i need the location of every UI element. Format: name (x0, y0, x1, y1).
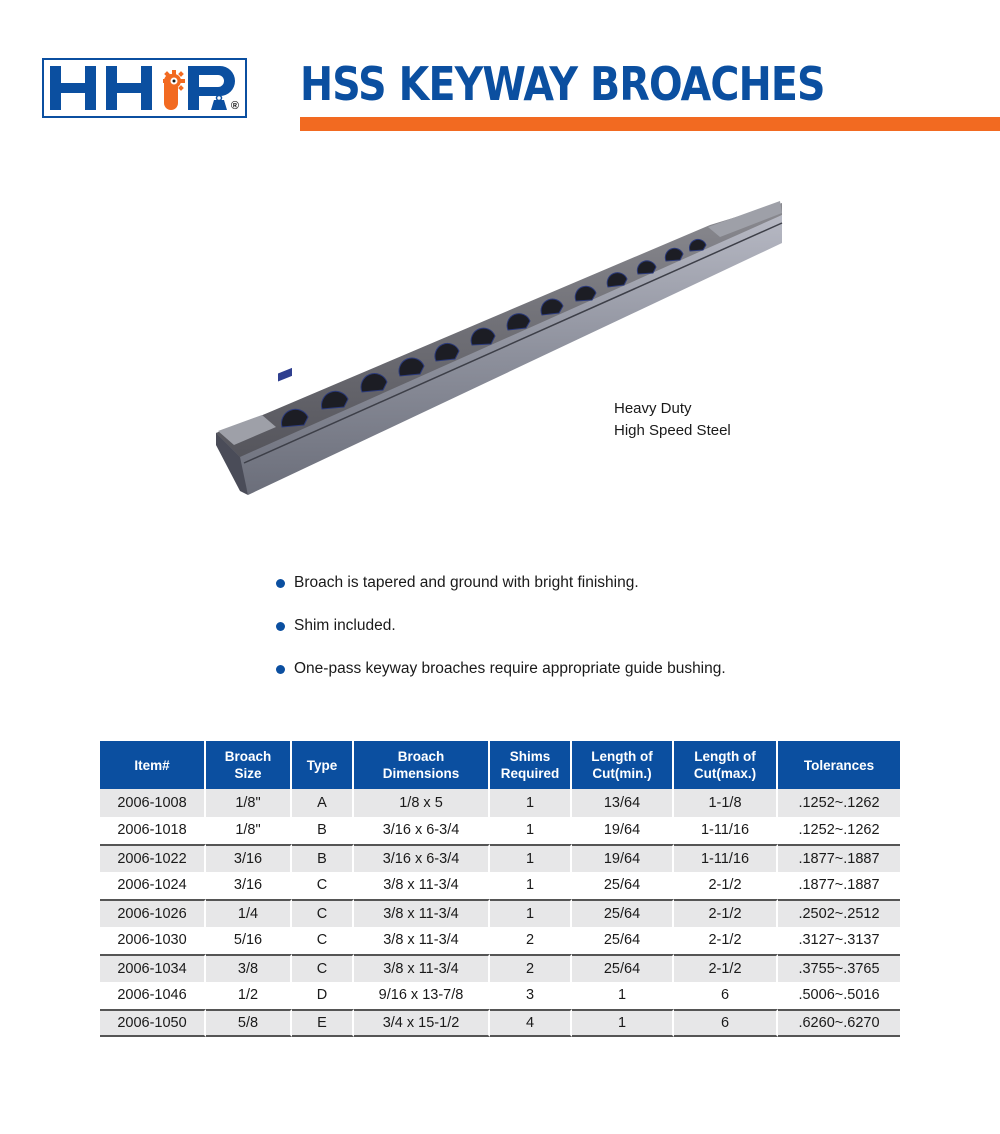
bullet-dot-icon (276, 622, 285, 631)
cell-broach-dimensions: 3/16 x 6-3/4 (354, 817, 490, 845)
cell-item-number: 2006-1050 (100, 1009, 206, 1037)
cell-length-of-cut-min: 19/64 (572, 817, 674, 845)
column-header-tolerances: Tolerances (778, 741, 900, 789)
cell-length-of-cut-max: 2-1/2 (674, 927, 778, 955)
cell-broach-dimensions: 3/8 x 11-3/4 (354, 872, 490, 900)
cell-tolerances: .1252~.1262 (798, 822, 880, 839)
cell-length-of-cut-min: 25/64 (572, 872, 674, 900)
cell-tolerances: .1877~.1887 (778, 844, 900, 872)
column-header-broach-size: Broach Size (206, 741, 292, 789)
table-row (100, 927, 900, 955)
cell-broach-size: 5/8 (206, 1009, 292, 1037)
cell-broach-dimensions: 3/8 x 11-3/4 (354, 954, 490, 982)
cell-tolerances: .3127~.3137 (798, 932, 880, 949)
cell-broach-size: 3/8 (206, 954, 292, 982)
cell-tolerances: .3755~.3765 (778, 954, 900, 982)
cell-broach-size: 1/8" (206, 817, 292, 845)
cell-item-number: 2006-1018 (100, 817, 206, 845)
cell-type: A (292, 789, 354, 817)
cell-shims-required: 1 (490, 789, 572, 817)
cell-length-of-cut-min: 1 (572, 982, 674, 1010)
feature-item (276, 658, 726, 680)
cell-tolerances: .1877~.1887 (798, 877, 880, 894)
cell-type: C (292, 954, 354, 982)
table-row (100, 1009, 900, 1037)
cell-shims-required: 1 (490, 872, 572, 900)
cell-shims-required: 3 (490, 982, 572, 1010)
cell-length-of-cut-max: 1-11/16 (674, 844, 778, 872)
hhip-logo (42, 58, 247, 118)
cell-length-of-cut-min: 1 (572, 1009, 674, 1037)
feature-text: Shim included. (294, 617, 396, 634)
cell-broach-dimensions: 3/16 x 6-3/4 (354, 844, 490, 872)
feature-item (276, 572, 726, 594)
cell-length-of-cut-max: 6 (674, 982, 778, 1010)
cell-type: B (292, 817, 354, 845)
cell-length-of-cut-max: 6 (674, 1009, 778, 1037)
cell-tolerances: .5006~.5016 (798, 987, 880, 1004)
cell-length-of-cut-min: 25/64 (572, 927, 674, 955)
cell-item-number: 2006-1046 (100, 982, 206, 1010)
cell-broach-size: 5/16 (206, 927, 292, 955)
cell-broach-size: 1/2 (206, 982, 292, 1010)
page-title: HSS KEYWAY BROACHES (300, 57, 825, 111)
table-row (100, 899, 900, 927)
cell-broach-size: 1/8" (206, 789, 292, 817)
cell-broach-dimensions: 3/4 x 15-1/2 (354, 1009, 490, 1037)
feature-item (276, 615, 726, 637)
cell-item-number: 2006-1008 (100, 789, 206, 817)
feature-text: One-pass keyway broaches require appropriate guide bushing. (294, 660, 726, 677)
cell-broach-dimensions: 3/8 x 11-3/4 (354, 927, 490, 955)
table-row (100, 789, 900, 817)
cell-tolerances: .1252~.1262 (778, 789, 900, 817)
registered-mark: ® (230, 100, 239, 112)
cell-length-of-cut-max: 2-1/2 (674, 899, 778, 927)
bullet-dot-icon (276, 665, 285, 674)
cell-length-of-cut-min: 13/64 (572, 789, 674, 817)
cell-item-number: 2006-1034 (100, 954, 206, 982)
cell-length-of-cut-max: 1-1/8 (674, 789, 778, 817)
cell-length-of-cut-max: 2-1/2 (674, 954, 778, 982)
spec-table (100, 741, 900, 1037)
column-header-length-max: Length of Cut(max.) (674, 741, 778, 789)
cell-broach-size: 3/16 (206, 872, 292, 900)
table-row (100, 844, 900, 872)
column-header-length-min: Length of Cut(min.) (572, 741, 674, 789)
bullet-dot-icon (276, 579, 285, 588)
table-row (100, 954, 900, 982)
cell-item-number: 2006-1026 (100, 899, 206, 927)
product-caption (614, 398, 731, 442)
cell-broach-size: 3/16 (206, 844, 292, 872)
cell-length-of-cut-max: 2-1/2 (674, 872, 778, 900)
cell-shims-required: 2 (490, 954, 572, 982)
cell-item-number: 2006-1024 (100, 872, 206, 900)
caption-line-high-speed-steel: High Speed Steel (614, 422, 731, 439)
cell-type: E (292, 1009, 354, 1037)
cell-broach-dimensions: 1/8 x 5 (354, 789, 490, 817)
cell-length-of-cut-min: 25/64 (572, 954, 674, 982)
cell-type: D (292, 982, 354, 1010)
cell-tolerances: .6260~.6270 (778, 1009, 900, 1037)
cell-item-number: 2006-1022 (100, 844, 206, 872)
cell-item-number: 2006-1030 (100, 927, 206, 955)
cell-shims-required: 1 (490, 817, 572, 845)
cell-type: C (292, 927, 354, 955)
cell-broach-dimensions: 9/16 x 13-7/8 (354, 982, 490, 1010)
cell-shims-required: 2 (490, 927, 572, 955)
gear-icon (163, 46, 185, 116)
table-header-row (100, 741, 900, 789)
broach-product-image (210, 195, 790, 505)
column-header-item: Item# (100, 741, 206, 789)
title-underline-bar (300, 117, 1000, 131)
cell-shims-required: 4 (490, 1009, 572, 1037)
cell-type: C (292, 899, 354, 927)
column-header-type: Type (292, 741, 354, 789)
cell-broach-dimensions: 3/8 x 11-3/4 (354, 899, 490, 927)
caption-line-heavy-duty: Heavy Duty (614, 400, 692, 417)
feature-text: Broach is tapered and ground with bright finishing. (294, 574, 639, 591)
cell-tolerances: .2502~.2512 (778, 899, 900, 927)
cell-broach-size: 1/4 (206, 899, 292, 927)
cell-length-of-cut-min: 25/64 (572, 899, 674, 927)
cell-shims-required: 1 (490, 899, 572, 927)
table-row (100, 982, 900, 1010)
cell-length-of-cut-min: 19/64 (572, 844, 674, 872)
column-header-broach-dimensions: Broach Dimensions (354, 741, 490, 789)
cell-shims-required: 1 (490, 844, 572, 872)
logo-wordmark-icon (42, 58, 247, 118)
table-row (100, 817, 900, 845)
cell-length-of-cut-max: 1-11/16 (674, 817, 778, 845)
column-header-shims-required: Shims Required (490, 741, 572, 789)
cell-type: B (292, 844, 354, 872)
cell-type: C (292, 872, 354, 900)
table-row (100, 872, 900, 900)
feature-list (276, 572, 726, 701)
